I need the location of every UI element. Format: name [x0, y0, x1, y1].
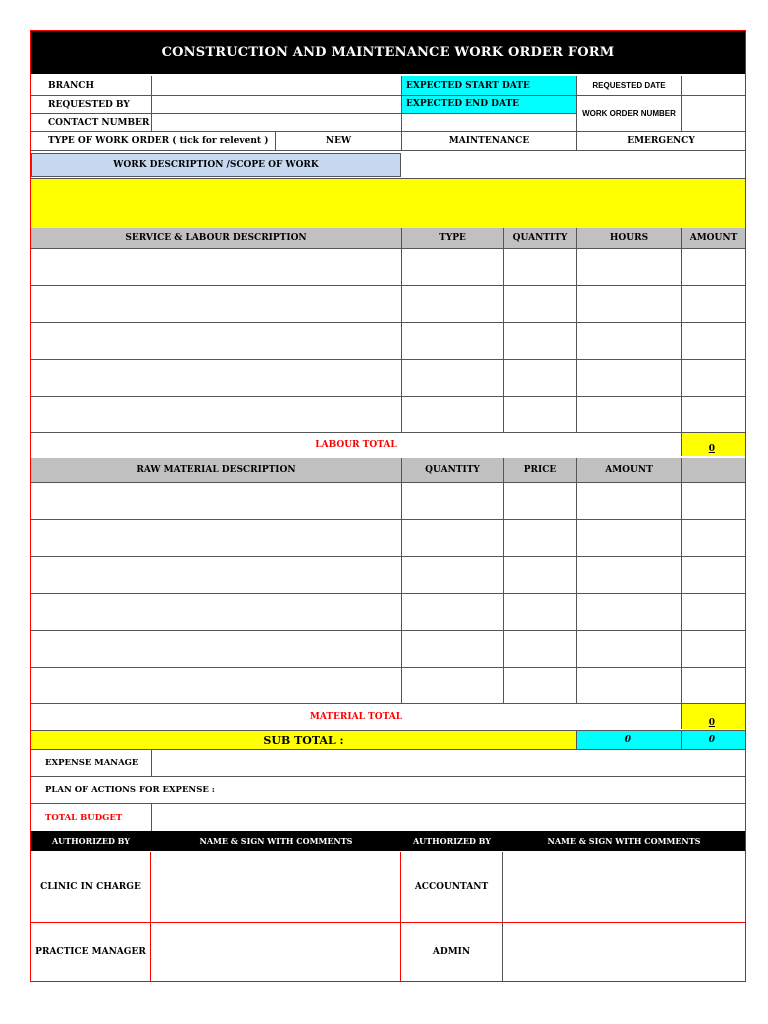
- material-row-cell[interactable]: [31, 519, 401, 556]
- auth-practice-manager-label: PRACTICE MANAGER: [31, 922, 151, 981]
- labour-header-description: SERVICE & LABOUR DESCRIPTION: [31, 228, 401, 248]
- material-row-cell[interactable]: [503, 519, 576, 556]
- material-row-cell[interactable]: [503, 482, 576, 519]
- contact-number-field[interactable]: [151, 113, 401, 131]
- labour-row-cell[interactable]: [31, 359, 401, 396]
- labour-row-cell[interactable]: [401, 285, 503, 322]
- material-row-cell[interactable]: [401, 630, 503, 667]
- work-description-label: WORK DESCRIPTION /SCOPE OF WORK: [31, 153, 401, 177]
- labour-row-cell[interactable]: [576, 322, 681, 359]
- labour-row-cell[interactable]: [401, 322, 503, 359]
- labour-header-quantity: QUANTITY: [503, 228, 576, 248]
- labour-row-cell[interactable]: [31, 285, 401, 322]
- material-row-cell[interactable]: [576, 630, 681, 667]
- labour-total-value: 0: [681, 432, 745, 456]
- material-row-cell[interactable]: [401, 593, 503, 630]
- material-row-cell[interactable]: [576, 482, 681, 519]
- material-header-quantity: QUANTITY: [401, 458, 503, 482]
- labour-row-cell[interactable]: [503, 359, 576, 396]
- type-option-maintenance[interactable]: MAINTENANCE: [401, 131, 576, 150]
- auth-accountant-label: ACCOUNTANT: [401, 852, 503, 922]
- labour-row-cell[interactable]: [681, 359, 745, 396]
- material-row-cell[interactable]: [681, 667, 745, 704]
- material-row-cell[interactable]: [503, 667, 576, 704]
- material-row-cell[interactable]: [503, 556, 576, 593]
- material-row-cell[interactable]: [401, 556, 503, 593]
- material-row-cell[interactable]: [31, 593, 401, 630]
- labour-row-cell[interactable]: [503, 285, 576, 322]
- requested-date-field[interactable]: [681, 76, 745, 95]
- labour-row-cell[interactable]: [401, 359, 503, 396]
- material-row-cell[interactable]: [31, 630, 401, 667]
- type-option-emergency[interactable]: EMERGENCY: [576, 131, 745, 150]
- auth-header-authorized-by-2: AUTHORIZED BY: [401, 831, 503, 851]
- total-budget-label: TOTAL BUDGET: [31, 803, 151, 831]
- subtotal-value-a: 0: [576, 730, 681, 749]
- material-header-description: RAW MATERIAL DESCRIPTION: [31, 458, 401, 482]
- subtotal-value-b: 0: [681, 730, 745, 749]
- branch-field[interactable]: [151, 76, 401, 95]
- expected-start-date-label: EXPECTED START DATE: [401, 76, 576, 95]
- labour-row-cell[interactable]: [31, 322, 401, 359]
- auth-admin-sign[interactable]: [503, 922, 745, 981]
- labour-row-cell[interactable]: [681, 248, 745, 285]
- material-header-price: PRICE: [503, 458, 576, 482]
- material-row-cell[interactable]: [576, 593, 681, 630]
- auth-practice-manager-sign[interactable]: [151, 922, 401, 981]
- form-title: CONSTRUCTION AND MAINTENANCE WORK ORDER FORM: [31, 30, 745, 74]
- type-option-new[interactable]: NEW: [275, 131, 401, 150]
- material-row-cell[interactable]: [503, 593, 576, 630]
- auth-header-name-sign-2: NAME & SIGN WITH COMMENTS: [503, 831, 745, 851]
- branch-label: BRANCH: [48, 80, 94, 91]
- auth-header-name-sign-1: NAME & SIGN WITH COMMENTS: [151, 831, 401, 851]
- work-order-number-label: WORK ORDER NUMBER: [576, 95, 681, 131]
- material-total-label: MATERIAL TOTAL: [31, 703, 681, 729]
- requested-date-label: REQUESTED DATE: [576, 76, 681, 95]
- auth-header-authorized-by-1: AUTHORIZED BY: [31, 831, 151, 851]
- material-row-cell[interactable]: [576, 519, 681, 556]
- labour-row-cell[interactable]: [503, 396, 576, 433]
- labour-row-cell[interactable]: [401, 396, 503, 433]
- labour-row-cell[interactable]: [681, 285, 745, 322]
- material-row-cell[interactable]: [681, 630, 745, 667]
- labour-row-cell[interactable]: [681, 322, 745, 359]
- expense-manage-field[interactable]: [151, 749, 745, 776]
- material-row-cell[interactable]: [681, 593, 745, 630]
- material-row-cell[interactable]: [576, 556, 681, 593]
- labour-row-cell[interactable]: [401, 248, 503, 285]
- labour-row-cell[interactable]: [503, 248, 576, 285]
- contact-number-label: CONTACT NUMBER: [31, 113, 151, 131]
- material-row-cell[interactable]: [681, 556, 745, 593]
- auth-clinic-in-charge-sign[interactable]: [151, 852, 401, 922]
- expected-end-date-label: EXPECTED END DATE: [401, 95, 576, 113]
- labour-row-cell[interactable]: [503, 322, 576, 359]
- labour-row-cell[interactable]: [576, 359, 681, 396]
- total-budget-field[interactable]: [151, 803, 745, 831]
- material-row-cell[interactable]: [401, 667, 503, 704]
- divider: [31, 150, 745, 151]
- labour-total-label: LABOUR TOTAL: [31, 432, 681, 456]
- material-row-cell[interactable]: [31, 482, 401, 519]
- requested-by-field[interactable]: [151, 95, 401, 113]
- subtotal-label: SUB TOTAL :: [31, 730, 576, 749]
- material-row-cell[interactable]: [681, 519, 745, 556]
- labour-row-cell[interactable]: [576, 396, 681, 433]
- labour-header-hours: HOURS: [576, 228, 681, 248]
- auth-clinic-in-charge-label: CLINIC IN CHARGE: [31, 852, 151, 922]
- material-row-cell[interactable]: [31, 556, 401, 593]
- work-description-field[interactable]: [31, 178, 745, 228]
- expense-manage-label: EXPENSE MANAGE: [31, 749, 151, 776]
- labour-row-cell[interactable]: [31, 248, 401, 285]
- auth-admin-label: ADMIN: [401, 922, 503, 981]
- labour-row-cell[interactable]: [576, 248, 681, 285]
- material-row-cell[interactable]: [401, 519, 503, 556]
- material-header-blank: [681, 458, 745, 482]
- work-order-number-field[interactable]: [681, 95, 745, 131]
- material-total-value: 0: [681, 703, 745, 729]
- expected-date-field[interactable]: [401, 113, 576, 131]
- plan-of-actions-label: PLAN OF ACTIONS FOR EXPENSE :: [31, 776, 745, 803]
- work-order-type-label: TYPE OF WORK ORDER ( tick for relevent ): [31, 131, 275, 150]
- auth-accountant-sign[interactable]: [503, 852, 745, 922]
- requested-by-label: REQUESTED BY: [31, 95, 151, 113]
- labour-header-type: TYPE: [401, 228, 503, 248]
- material-row-cell[interactable]: [401, 482, 503, 519]
- material-row-cell[interactable]: [576, 667, 681, 704]
- labour-header-amount: AMOUNT: [681, 228, 745, 248]
- labour-row-cell[interactable]: [576, 285, 681, 322]
- material-row-cell[interactable]: [503, 630, 576, 667]
- material-row-cell[interactable]: [31, 667, 401, 704]
- labour-row-cell[interactable]: [681, 396, 745, 433]
- material-header-amount: AMOUNT: [576, 458, 681, 482]
- material-row-cell[interactable]: [681, 482, 745, 519]
- labour-row-cell[interactable]: [31, 396, 401, 433]
